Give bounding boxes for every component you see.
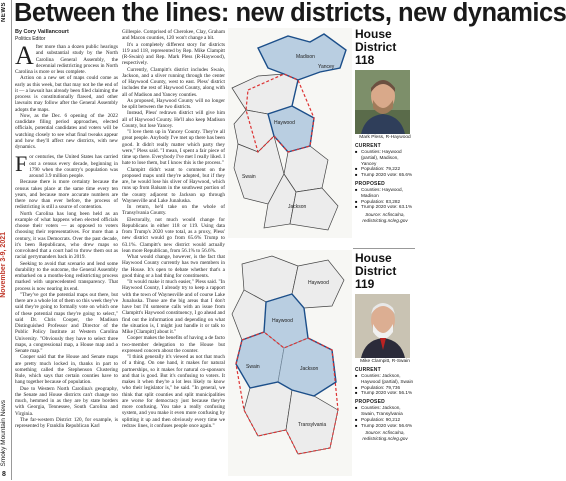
stat-item: ■ Counties: Haywood (partial), Madison, Yancey: [361, 149, 415, 166]
paragraph: Currently, Clampitt's district includes Swain, Jackson, and a sliver running through the center of Haywood County, west to east. Pless' district includes the rest of Haywood County, along with all of Madison and Yancey counties.: [122, 66, 225, 98]
paragraph: or centuries, the United States has carried out a census every decade, beginning in 1790 when the country's population was around 3.9 million people.: [29, 154, 118, 179]
stat-item: ■ Trump 2020 vote: 56.6%: [361, 423, 415, 429]
stat-item: ■ Trump 2020 vote: 56.1%: [361, 390, 415, 396]
current-label: CURRENT: [355, 143, 381, 149]
stat-item: ■ Population: 83,282: [361, 199, 415, 205]
county-label: Swain: [242, 174, 256, 180]
section-label: NEWS: [1, 2, 7, 22]
current-stats: [355, 149, 415, 178]
county-label: Jackson: [288, 204, 307, 210]
source-note: Source: ncfiscalna, redistricting.ncleg.gov: [362, 212, 408, 223]
stat-item: ■ Counties: Jackson, Haywood (partial), Swain: [361, 373, 415, 385]
paragraph: "I think generally it's viewed as not that much of a thing. On one hand, it makes for natural partnerships, so it makes for natural co-sponsors and that is good. But it's confusing to voters. It makes it when they're a lot less likely to know who their legislator is," he said. "In general, we think that split counties and split municipalities are worse for democracy just because they're more confusing. You take a really confusing system, and you make it even more confusing by splitting it up and then obviously every time we redraw lines, it confuses people once again.": [122, 354, 225, 429]
county-label: Swain: [246, 364, 260, 370]
paragraph: Because there is more certainty because the census takes place at the same time every ten years, and because more accurate numbers are there now than ever before, the process of redistricting is still a source of contention.: [15, 179, 118, 211]
current-stats: [355, 373, 415, 396]
paragraph: Instead, Pless' redrawn district will give him all of Haywood County. He'll also keep Madison County, but lose Yancey.: [122, 110, 225, 129]
paragraph: Action on a new set of maps could come as early as this week, but that may not be the end of it — a lawsuit has already been filed claiming the process is constitutionally flawed, and other lawsuits may follow after the General Assembly adopts the maps.: [15, 75, 118, 113]
article-column-2: [122, 29, 225, 479]
byline-role: Politics Editor: [15, 35, 46, 42]
paragraph: Electorally, not much would change for Republicans in either 118 or 119. Using data from Trump's 2020 vote total, as a proxy, Pless' new district would go from 65.6% Trump to 63.1%. Clampitt's new district would actually lean more Republican, from 56.1% to 56.6%.: [122, 216, 225, 254]
stat-item: ■ Trump 2020 vote: 65.6%: [361, 172, 415, 178]
paragraph: In return, he'd take on the whole of Transylvania County.: [122, 204, 225, 217]
headshot-photo: [355, 70, 410, 134]
headshot-photo: [355, 294, 410, 358]
proposed-stats: [355, 405, 415, 428]
paragraph: North Carolina has long been held as an example of what happens when elected officials choose their voters — as opposed to voters choosing their representatives. For more than a century, it was Democrats. Over the past decade, it's been Republicans, who drew maps so convoluted that a court had to throw them out as racial gerrymanders back in 2019.: [15, 210, 118, 261]
proposed-label: PROPOSED: [355, 399, 385, 406]
paragraph: Now, as the Dec. 6 opening of the 2022 candidate filing period approaches, elected officials, potential candidates and voters will be watching closely to see what final tweaks appear and how they'll affect new districts, with new dynamics.: [15, 112, 118, 150]
paragraph: Gillespie. Comprised of Cherokee, Clay, Graham and Macon counties, 120 won't change a bit.: [122, 29, 225, 42]
paragraph: Cooper said that the House and Senate maps are pretty much locked in, thanks in part to something called the Stephenson Clustering Rule, which says that certain counties have to hang together because of population.: [15, 354, 118, 386]
article-column-1: [15, 29, 118, 429]
stat-item: ■ Population: 90,212: [361, 417, 415, 423]
paper-name: Smoky Mountain News: [0, 400, 7, 467]
district-118-map: [228, 28, 352, 238]
district-title: House District 119: [355, 251, 397, 291]
headline: Between the lines: new districts, new dynamics: [14, 0, 566, 27]
paragraph: Due to Western North Carolina's geography, the Senate and House districts can't change too much, hemmed in as they are by state borders with Georgia, Tennessee, South Carolina and Virginia.: [15, 385, 118, 417]
county-label: Haywood: [272, 318, 293, 324]
stat-item: ■ Population: 79,222: [361, 166, 415, 172]
paragraph: "I love them up in Yancey County. They're all great people. Anybody I've met up there has been good. It didn't really matter which party they were," Pless said. "I mean, I spent a fair piece of time up there. Everybody I've met I really liked. I hate to lose them, but I know this is the process.": [122, 129, 225, 167]
photo-caption: Mike Clampitt, R-Swain: [360, 359, 410, 364]
district-title: House District 118: [355, 27, 397, 67]
district-119-sidebar: [355, 252, 415, 441]
photo-caption: Mark Pless, R-Haywood: [359, 135, 411, 140]
district-118-sidebar: [355, 28, 415, 223]
county-label: Haywood: [274, 120, 295, 126]
county-label: Yancey: [318, 64, 335, 70]
byline-name: By Cory Vaillancourt: [15, 29, 69, 35]
paragraph: Seeking to avoid that scenario and lend some durability to the outcome, the General Assembly embarked on a months-long redistricting process marked with unprecedented transparency. That process is now nearing its end.: [15, 260, 118, 292]
dropcap: A: [15, 41, 34, 70]
stat-item: ■ Population: 79,736: [361, 385, 415, 391]
stat-item: ■ Counties: Jackson, Swain, Transylvania: [361, 405, 415, 417]
county-label: Jackson: [300, 366, 319, 372]
paragraph: It's a completely different story for districts 119 and 118, represented by Rep. Mike Clampitt (R-Swain) and Rep. Mark Pless (R-Haywood), respectively.: [122, 41, 225, 67]
county-label: Transylvania: [298, 422, 327, 428]
dropcap: F: [15, 151, 28, 177]
source-note: Source: ncfiscalna, redistricting.ncleg.gov: [362, 430, 408, 441]
issue-date: November 3-9, 2021: [0, 232, 7, 298]
stat-item: ■ Counties: Haywood, Madison: [361, 187, 415, 199]
sidebar-divider: [353, 248, 415, 249]
proposed-label: PROPOSED: [355, 180, 385, 187]
paragraph: "They've got the potential maps out there, but there are a whole lot of them so this week they've said they're going to formally vote on which one of these potential maps they're going to select," said Dr. Chris Cooper, the Madison Distinguished Professor and Director of the Public Policy Institute at Western Carolina University. "Obviously they have to select three maps, a congressional map, a House map and a Senate map.": [15, 291, 118, 354]
paragraph: Cooper makes the benefits of having a de facto two-member delegation to the House but expressed concern about the counter.: [122, 335, 225, 354]
current-label: CURRENT: [355, 367, 381, 373]
paragraph: "It would make it much easier," Pless said. "In Haywood County, I already try to keep a rapport with the town of Waynesville and of course Lake Junaluska. Those are the big areas that I don't have but I'd someone calls with an issue from Clampitt's Haywood constituency, I go ahead and find out the information and depending on what the situation is, I might just handle it or talk to Mike [Clampitt] about it.": [122, 279, 225, 335]
proposed-stats: [355, 187, 415, 210]
paragraph: fter more than a dozen public hearings and substantial study by the North Carolina General Assembly, the decennial redistricting process in North Carolina is more or less complete.: [15, 44, 118, 75]
county-label: Madison: [296, 54, 315, 60]
paragraph: Clampitt didn't want to comment on the proposed maps until they're adopted, but if they are, he would lose his sliver of Haywood, which runs up from Balsam in the southwest portion of the county adjacent to Jackson up through Waynesville and Lake Junaluska.: [122, 166, 225, 204]
county-label: Haywood: [308, 280, 329, 286]
page-number: 8: [2, 471, 6, 478]
byline: [15, 29, 118, 42]
paragraph: As proposed, Haywood County will no longer be split between the two districts.: [122, 97, 225, 110]
paragraph: The far-western District 120, for example, is represented by Franklin Republican Karl: [15, 416, 118, 429]
district-119-map: [228, 250, 352, 476]
stat-item: ■ Trump 2020 vote: 63.1%: [361, 204, 415, 210]
paragraph: What would change, however, is the fact that Haywood County currently has two members in the House. It's open to debate whether that's a good thing or a bad thing for constituents.: [122, 254, 225, 279]
side-strip: [0, 0, 12, 480]
